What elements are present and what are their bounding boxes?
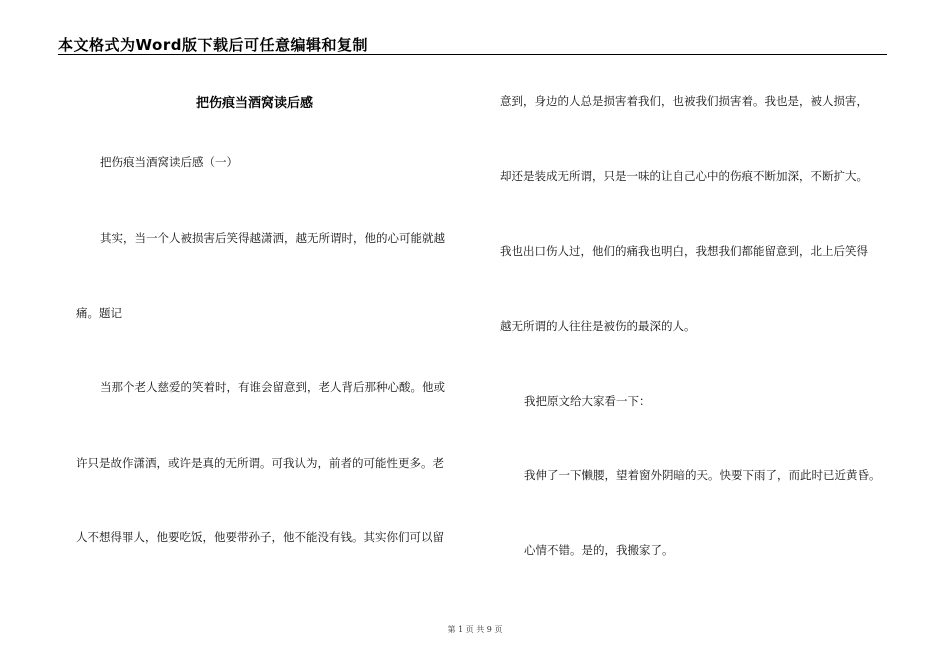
right-line-3: 我也出口伤人过，他们的痛我也明白，我想我们都能留意到，北上后笑得 bbox=[500, 244, 868, 258]
right-line-1: 意到，身边的人总是损害着我们，也被我们损害着。我也是，被人损害， bbox=[500, 94, 868, 108]
header-divider bbox=[58, 54, 887, 55]
right-line-2: 却还是装成无所谓，只是一味的让自己心中的伤痕不断加深，不断扩大。 bbox=[500, 169, 868, 183]
left-line-3: 痛。题记 bbox=[76, 306, 122, 320]
document-banner: 本文格式为Word版下载后可任意编辑和复制 bbox=[58, 36, 368, 54]
right-line-4: 越无所谓的人往往是被伤的最深的人。 bbox=[500, 319, 696, 333]
document-title: 把伤痕当酒窝读后感 bbox=[196, 96, 314, 111]
left-line-6: 人不想得罪人，他要吃饭，他要带孙子，他不能没有钱。其实你们可以留 bbox=[76, 530, 444, 544]
left-line-5: 许只是故作潇洒，或许是真的无所谓。可我认为，前者的可能性更多。老 bbox=[76, 456, 444, 470]
left-line-1: 把伤痕当酒窝读后感（一） bbox=[100, 155, 238, 169]
left-line-2: 其实，当一个人被损害后笑得越潇洒，越无所谓时，他的心可能就越 bbox=[100, 231, 445, 245]
left-line-4: 当那个老人慈爱的笑着时，有谁会留意到，老人背后那种心酸。他或 bbox=[100, 380, 445, 394]
right-line-5: 我把原文给大家看一下： bbox=[524, 394, 651, 408]
page-indicator: 第 1 页 共 9 页 bbox=[447, 625, 503, 634]
right-line-7: 心情不错。是的，我搬家了。 bbox=[524, 543, 674, 557]
right-line-6: 我伸了一下懒腰，望着窗外阴暗的天。快要下雨了，而此时已近黄昏。 bbox=[524, 468, 881, 482]
